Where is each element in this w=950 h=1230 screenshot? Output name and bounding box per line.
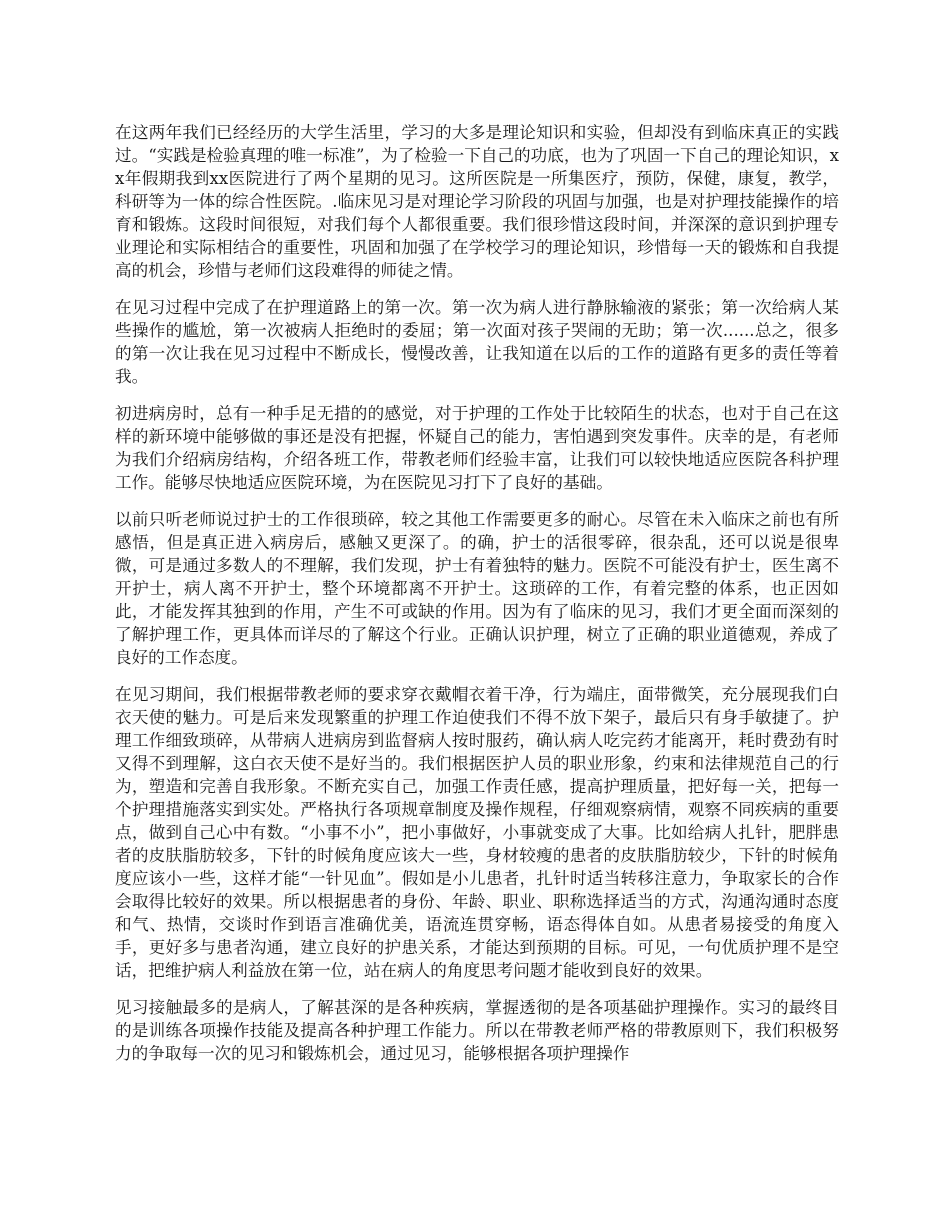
paragraph-1: 在这两年我们已经经历的大学生活里，学习的大多是理论知识和实验，但却没有到临床真正的实践过。“实践是检验真理的唯一标准”，为了检验一下自己的功底，也为了巩固一下自己的理论知识，xx年假期我到xx医院进行了两个星期的见习。这所医院是一所集医疗，预防，保健，康复，教学，科研等为一体的综合性医院。.临床见习是对理论学习阶段的巩固与加强，也是对护理技能操作的培育和锻炼。这段时间很短，对我们每个人都很重要。我们很珍惜这段时间，并深深的意识到护理专业理论和实际相结合的重要性，巩固和加强了在学校学习的理论知识，珍惜每一天的锻炼和自我提高的机会，珍惜与老师们这段难得的师徒之情。 [115, 123, 839, 280]
paragraph-6: 见习接触最多的是病人，了解甚深的是各种疾病，掌握透彻的是各项基础护理操作。实习的最终目的是训练各项操作技能及提高各种护理工作能力。所以在带教老师严格的带教原则下，我们积极努力的争取每一次的见习和锻炼机会，通过见习，能够根据各项护理操作 [115, 998, 839, 1063]
paragraph-3: 初进病房时，总有一种手足无措的的感觉，对于护理的工作处于比较陌生的状态，也对于自己在这样的新环境中能够做的事还是没有把握，怀疑自己的能力，害怕遇到突发事件。庆幸的是，有老师为我们介绍病房结构，介绍各班工作，带教老师们经验丰富，让我们可以较快地适应医院各科护理工作。能够尽快地适应医院环境，为在医院见习打下了良好的基础。 [115, 404, 839, 492]
document-body [115, 121, 839, 1079]
paragraph-5: 在见习期间，我们根据带教老师的要求穿衣戴帽衣着干净，行为端庄，面带微笑，充分展现我们白衣天使的魅力。可是后来发现繁重的护理工作迫使我们不得不放下架子，最后只有身手敏捷了。护理工作细致琐碎，从带病人进病房到监督病人按时服药，确认病人吃完药才能离开，耗时费劲有时又得不到理解，这白衣天使不是好当的。我们根据医护人员的职业形象，约束和法律规范自己的行为，塑造和完善自我形象。不断充实自己，加强工作责任感，提高护理质量，把好每一关，把每一个护理措施落实到实处。严格执行各项规章制度及操作规程，仔细观察病情，观察不同疾病的重要点，做到自己心中有数。“小事不小”，把小事做好，小事就变成了大事。比如给病人扎针，肥胖患者的皮肤脂肪较多，下针的时候角度应该大一些，身材较瘦的患者的皮肤脂肪较少，下针的时候角度应该小一些，这样才能“一针见血”。假如是小儿患者，扎针时适当转移注意力，争取家长的合作会取得比较好的效果。所以根据患者的身份、年龄、职业、职称选择适当的方式，沟通沟通时态度和气、热情，交谈时作到语言准确优美，语流连贯穿畅，语态得体自如。从患者易接受的角度入手，更好多与患者沟通，建立良好的护患关系，才能达到预期的目标。可见，一句优质护理不是空话，把维护病人利益放在第一位，站在病人的角度思考问题才能收到良好的效果。 [115, 685, 839, 980]
paragraph-4: 以前只听老师说过护士的工作很琐碎，较之其他工作需要更多的耐心。尽管在未入临床之前也有所感悟，但是真正进入病房后，感触又更深了。的确，护士的活很零碎，很杂乱，还可以说是很卑微，可是通过多数人的不理解，我们发现，护士有着独特的魅力。医院不可能没有护士，医生离不开护士，病人离不开护士，整个环境都离不开护士。这琐碎的工作，有着完整的体系，也正因如此，才能发挥其独到的作用，产生不可或缺的作用。因为有了临床的见习，我们才更全面而深刻的了解护理工作，更具体而详尽的了解这个行业。正确认识护理，树立了正确的职业道德观，养成了良好的工作态度。 [115, 510, 839, 667]
paragraph-2: 在见习过程中完成了在护理道路上的第一次。第一次为病人进行静脉输液的紧张；第一次给病人某些操作的尴尬，第一次被病人拒绝时的委屈；第一次面对孩子哭闹的无助；第一次......总之，很多的第一次让我在见习过程中不断成长，慢慢改善，让我知道在以后的工作的道路有更多的责任等着我。 [115, 298, 839, 386]
